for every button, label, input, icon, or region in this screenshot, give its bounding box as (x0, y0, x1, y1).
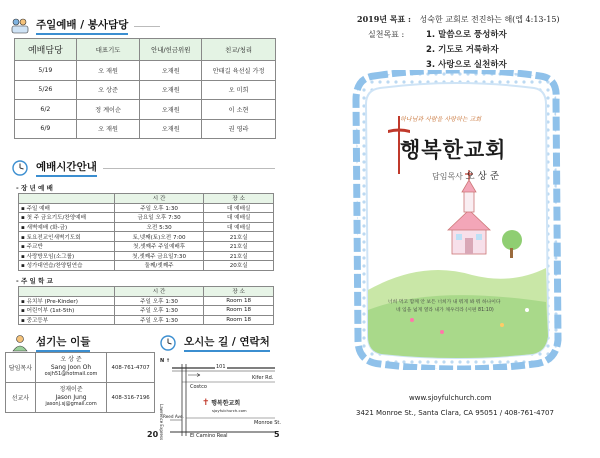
staff-email: jasonj.sj@gmail.com (45, 401, 97, 408)
directions-header (158, 333, 283, 353)
svc-col-header (19, 194, 115, 204)
svc-place: Room 18 (204, 296, 274, 306)
sunday-school-heading: - 주 일 학 교 (16, 277, 53, 285)
costco-label: Costco (190, 384, 207, 390)
svc-time: 주일 오후 1:30 (114, 296, 204, 306)
duty-prayer: 오 재원 (76, 119, 140, 139)
svc-place: 20호실 (204, 261, 274, 271)
cover-pastor-label: 담임목사 (432, 172, 463, 181)
duty-col-header: 안내/헌금위원 (140, 39, 202, 61)
svc-time: 금요일 오후 7:30 (114, 213, 204, 223)
church-marker (202, 398, 240, 408)
servant-icon (10, 334, 30, 352)
staff-role: 담임목사 (6, 353, 36, 383)
header-rule (103, 168, 275, 169)
table-row (19, 203, 274, 213)
map-church-name: 행복한교회 (211, 400, 241, 407)
svc-time: 첫,셋째주 주일예배후 (114, 241, 204, 251)
page-number-left: 20 (147, 430, 159, 439)
goal-item: 1. 말씀으로 풍성하자 (426, 30, 507, 40)
svc-col-header: 시 간 (114, 287, 204, 297)
directions-title: 오시는 길 / 연락처 (184, 334, 270, 352)
svc-place: 대 예배실 (204, 203, 274, 213)
clock-icon (158, 334, 178, 352)
duty-fellowship: 안태길 육선실 가정 (202, 61, 276, 81)
staff-name: 오 상 준 (60, 356, 82, 364)
yearly-goal-label: 2019년 목표 : (357, 14, 411, 24)
duty-date: 6/9 (15, 119, 77, 139)
svc-time: 오전 5:30 (114, 222, 204, 232)
svc-name: ▪ 유치부 (Pre-Kinder) (19, 296, 115, 306)
duty-prayer: 오 상준 (76, 80, 140, 100)
hwy-label: 101 (216, 364, 226, 370)
staff-phone: 408-761-4707 (107, 353, 155, 383)
kifer-label: Kifer Rd. (252, 375, 274, 381)
duty-col-header: 친교/청리 (202, 39, 276, 61)
map-church-url: sjoyfulchurch.com (212, 408, 247, 413)
elcamino-label: El Camino Real (190, 433, 228, 439)
duty-col-header: 예배담당 (15, 39, 77, 61)
table-row (6, 353, 155, 383)
duty-fellowship: 권 영라 (202, 119, 276, 139)
north-arrow: N ↑ (160, 358, 171, 364)
svc-col-header (19, 287, 115, 297)
svc-name: ▪ 첫 주 금요기도/찬양예배 (19, 213, 115, 223)
table-row (19, 241, 274, 251)
cover-frame (352, 70, 562, 370)
table-row (6, 383, 155, 413)
worship-duty-header (10, 16, 160, 36)
sunday-school-table (18, 286, 274, 325)
cover-pastor (432, 168, 499, 182)
svc-col-header: 시 간 (114, 194, 204, 204)
monroe-label: Monroe St. (254, 420, 281, 426)
svc-name: ▪ 토요전교인새벽기도회 (19, 232, 115, 242)
table-row (19, 306, 274, 316)
staff-eng-name: Sang Joon Oh (50, 363, 92, 371)
svc-place: 21호실 (204, 241, 274, 251)
worship-duty-title: 주일예배 / 봉사담당 (36, 17, 128, 35)
svc-time: 주일 오후 1:30 (114, 203, 204, 213)
duty-prayer: 정 계이순 (76, 100, 140, 120)
svc-name: ▪ 새벽예배 (화-금) (19, 222, 115, 232)
table-row (19, 222, 274, 232)
yearly-goal-text: 성숙한 교회로 전진하는 해(엡 4:13-15) (419, 15, 560, 24)
table-row (19, 213, 274, 223)
staff-name: 정재이준 (59, 386, 83, 394)
adult-service-heading: - 장 년 예 배 (16, 184, 53, 192)
duty-date: 5/26 (15, 80, 77, 100)
staff-title: 섬기는 이들 (36, 334, 90, 352)
svc-time: 둘째/셋째주 (114, 261, 204, 271)
staff-table (5, 352, 155, 413)
svc-time: 주일 오후 1:30 (114, 315, 204, 325)
svc-name: ▪ 어린이부 (1st-5th) (19, 306, 115, 316)
directions-map (159, 356, 281, 441)
duty-col-header: 대표기도 (76, 39, 140, 61)
goal-item: 3. 사랑으로 실천하자 (426, 60, 507, 70)
cross-icon: ✝ (202, 398, 210, 408)
reed-label: Reed Ave. (163, 414, 184, 419)
svc-time: 토,넷째(토)오전 7:00 (114, 232, 204, 242)
svc-place: 대 예배실 (204, 222, 274, 232)
staff-header (10, 333, 150, 353)
table-row (19, 261, 274, 271)
staff-name-cell (35, 353, 106, 383)
table-row (19, 251, 274, 261)
table-row (15, 80, 276, 100)
table-row (19, 315, 274, 325)
worship-duty-table (14, 38, 276, 139)
svc-place: 21호실 (204, 232, 274, 242)
page-number-right: 5 (274, 430, 280, 439)
yearly-goal-line (357, 14, 560, 25)
table-row (19, 232, 274, 242)
staff-email: osjh51@hotmail.com (44, 371, 98, 378)
svc-place: Room 18 (204, 306, 274, 316)
duty-usher: 오재원 (140, 100, 202, 120)
duty-usher: 오재원 (140, 119, 202, 139)
duty-usher: 오재원 (140, 80, 202, 100)
svc-name: ▪ 중고등부 (19, 315, 115, 325)
clock-icon (10, 159, 30, 177)
worship-people-icon (10, 17, 30, 35)
svc-name: ▪ 성가대연습/찬양팀연습 (19, 261, 115, 271)
goal-item: 2. 기도로 거룩하자 (426, 45, 499, 55)
table-row (19, 296, 274, 306)
svc-name: ▪ 사랑방모임(소그룹) (19, 251, 115, 261)
staff-phone: 408-316-7196 (107, 383, 155, 413)
cover-church-name: 행복한교회 (400, 138, 507, 162)
cover-pastor-name: 오 상 준 (465, 171, 500, 182)
adult-service-table (18, 193, 274, 271)
svc-name: ▪ 주일 예배 (19, 203, 115, 213)
svc-place: Room 18 (204, 315, 274, 325)
lawrence-label: Lawrence Express (159, 404, 164, 441)
duty-fellowship: 오 미희 (202, 80, 276, 100)
cover-address: 3421 Monroe St., Santa Clara, CA 95051 / 408-761-4707 (356, 409, 554, 417)
header-rule (134, 26, 160, 27)
service-times-header (10, 158, 275, 178)
svc-place: 21호실 (204, 251, 274, 261)
table-row (15, 119, 276, 139)
practice-goal-label: 실천목표 : (368, 30, 405, 39)
cover-tagline: 하나님과 사람을 사랑하는 교회 (400, 116, 482, 123)
staff-eng-name: Jason Jung (55, 393, 87, 401)
svc-place: 대 예배실 (204, 213, 274, 223)
staff-role: 선교사 (6, 383, 36, 413)
north-label: N (160, 358, 165, 364)
table-row (15, 100, 276, 120)
svc-name: ▪ 주교반 (19, 241, 115, 251)
duty-date: 6/2 (15, 100, 77, 120)
svc-time: 주일 오후 1:30 (114, 306, 204, 316)
staff-name-cell (35, 383, 106, 413)
table-row (15, 61, 276, 81)
duty-date: 5/19 (15, 61, 77, 81)
duty-usher: 오재원 (140, 61, 202, 81)
cover-verse-2: 네 입을 넓게 열라 내가 채우리라 (시편 81:10) (396, 308, 494, 313)
duty-fellowship: 이 소현 (202, 100, 276, 120)
svc-col-header: 장 소 (204, 194, 274, 204)
duty-prayer: 오 재원 (76, 61, 140, 81)
svc-time: 첫,셋째주 금요일7:30 (114, 251, 204, 261)
cover-website: www.sjoyfulchurch.com (409, 394, 492, 402)
service-times-title: 예배시간안내 (36, 159, 97, 177)
cover-verse-1: 너희 먹고 함께 안 보든 너희가 내 뭐게 봐 뭐 하나이다 (388, 300, 501, 305)
svc-col-header: 장 소 (204, 287, 274, 297)
